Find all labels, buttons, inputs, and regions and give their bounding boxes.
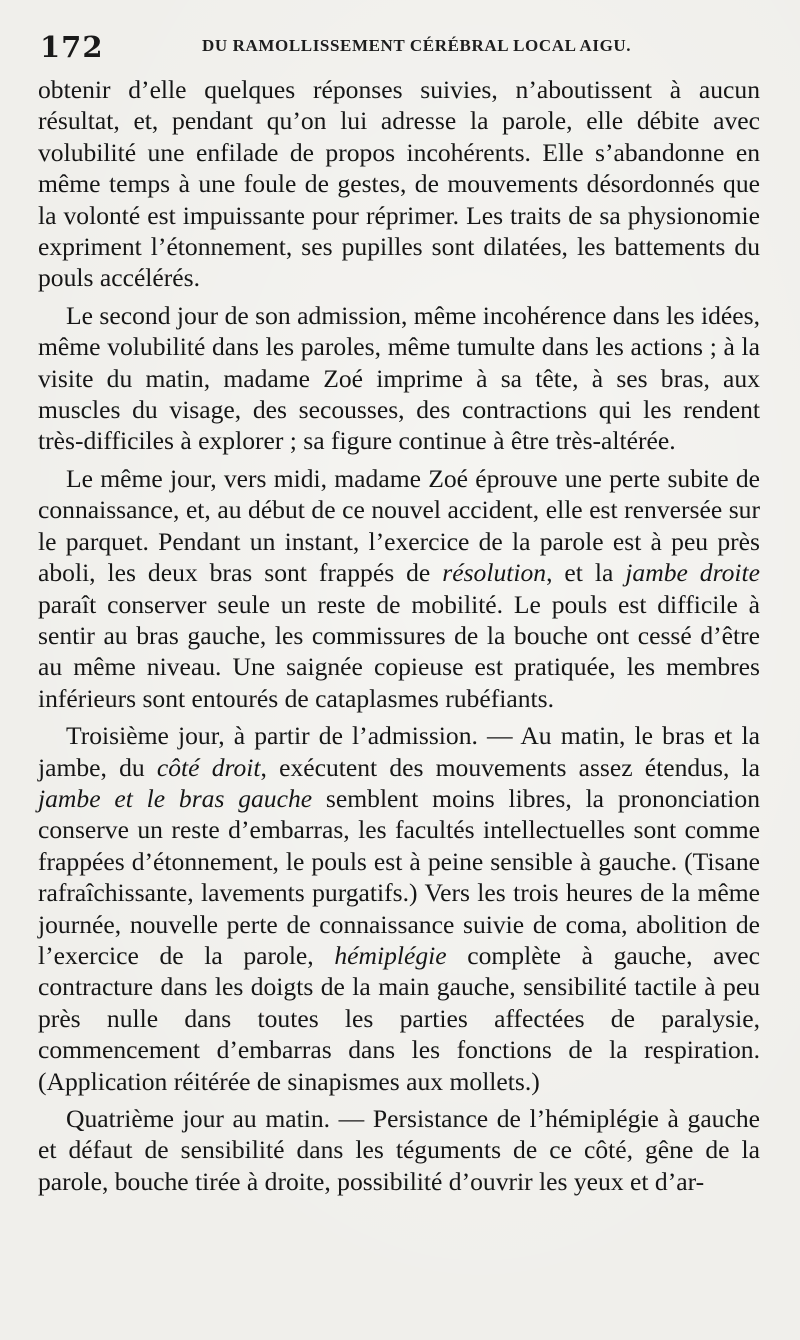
italic-text-run: jambe droite	[625, 558, 760, 588]
page-number: 172	[40, 30, 104, 64]
paragraph	[38, 74, 760, 294]
italic-text-run: hémiplégie	[334, 940, 447, 970]
paragraph	[38, 300, 760, 457]
italic-text-run: jambe et le bras gauche	[38, 783, 313, 813]
text-run: semblent moins libres, la prononciation conserve un reste d’embarras, les facultés intellectuelles sont comme frappées d’étonnement, le pouls est à peine sensible à gauche. (Tisane rafraîchissante, lavements purgatifs.) Vers les trois heures de la même journée, nouvelle perte de connaissance suivie de coma, abolition de l’exercice de la parole,	[38, 783, 760, 970]
paragraph	[38, 463, 760, 714]
text-run: Quatrième jour au matin. — Persistance de l’hémiplégie à gauche et défaut de sensibilité dans les téguments de ce côté, gêne de la parole, bouche tirée à droite, possibilité d’ouvrir les yeux et d’ar-	[38, 1104, 760, 1196]
paragraph	[38, 720, 760, 1097]
text-run: paraît conserver seule un reste de mobilité. Le pouls est difficile à sentir au bras gauche, les commissures de la bouche ont cessé d’être au même niveau. Une saignée copieuse est pratiquée, les membres inférieurs sont entourés de cataplasmes rubéfiants.	[38, 589, 760, 713]
body-text	[38, 74, 760, 1203]
text-run: , exécutent des mouvements assez étendus, la	[260, 752, 760, 782]
text-run: Le même jour, vers midi, madame Zoé éprouve une perte subite de connaissance, et, au début de ce nouvel accident, elle est renversée sur le parquet. Pendant un instant, l’exercice de la parole est à peu près aboli, les deux bras sont frappés de	[38, 463, 760, 588]
text-run: Le second jour de son admission, même incohérence dans les idées, même volubilité dans les paroles, même tumulte dans les actions ; à la visite du matin, madame Zoé imprime à sa tête, à ses bras, aux muscles du visage, des secousses, des contractions qui les rendent très-difficiles à explorer ; sa figure continue à être très-altérée.	[38, 300, 760, 456]
italic-text-run: résolution	[442, 558, 547, 588]
text-run: complète à gauche, avec contracture dans les doigts de la main gauche, sensibilité tactile à peu près nulle dans toutes les parties affectées de paralysie, commencement d’embarras dans les fonctions de la respiration. (Application réitérée de sinapismes aux mollets.)	[38, 940, 760, 1096]
page-header	[36, 28, 766, 64]
italic-text-run: côté droit	[156, 752, 261, 782]
paragraph	[38, 1103, 760, 1197]
running-title: DU RAMOLLISSEMENT CÉRÉBRAL LOCAL AIGU.	[202, 36, 632, 55]
text-run: obtenir d’elle quelques réponses suivies, n’aboutissent à aucun résultat, et, pendant qu’on lui adresse la parole, elle débite avec volubilité une enfilade de propos incohérents. Elle s’abandonne en même temps à une foule de gestes, de mouvements désordonnés que la volonté est impuissante pour réprimer. Les traits de sa physionomie expriment l’étonnement, ses pupilles sont dilatées, les battements du pouls accélérés.	[38, 75, 760, 293]
text-run: Troisième jour, à partir de l’admission. — Au matin, le bras et la jambe, du	[38, 721, 760, 782]
text-run: , et la	[546, 558, 626, 588]
